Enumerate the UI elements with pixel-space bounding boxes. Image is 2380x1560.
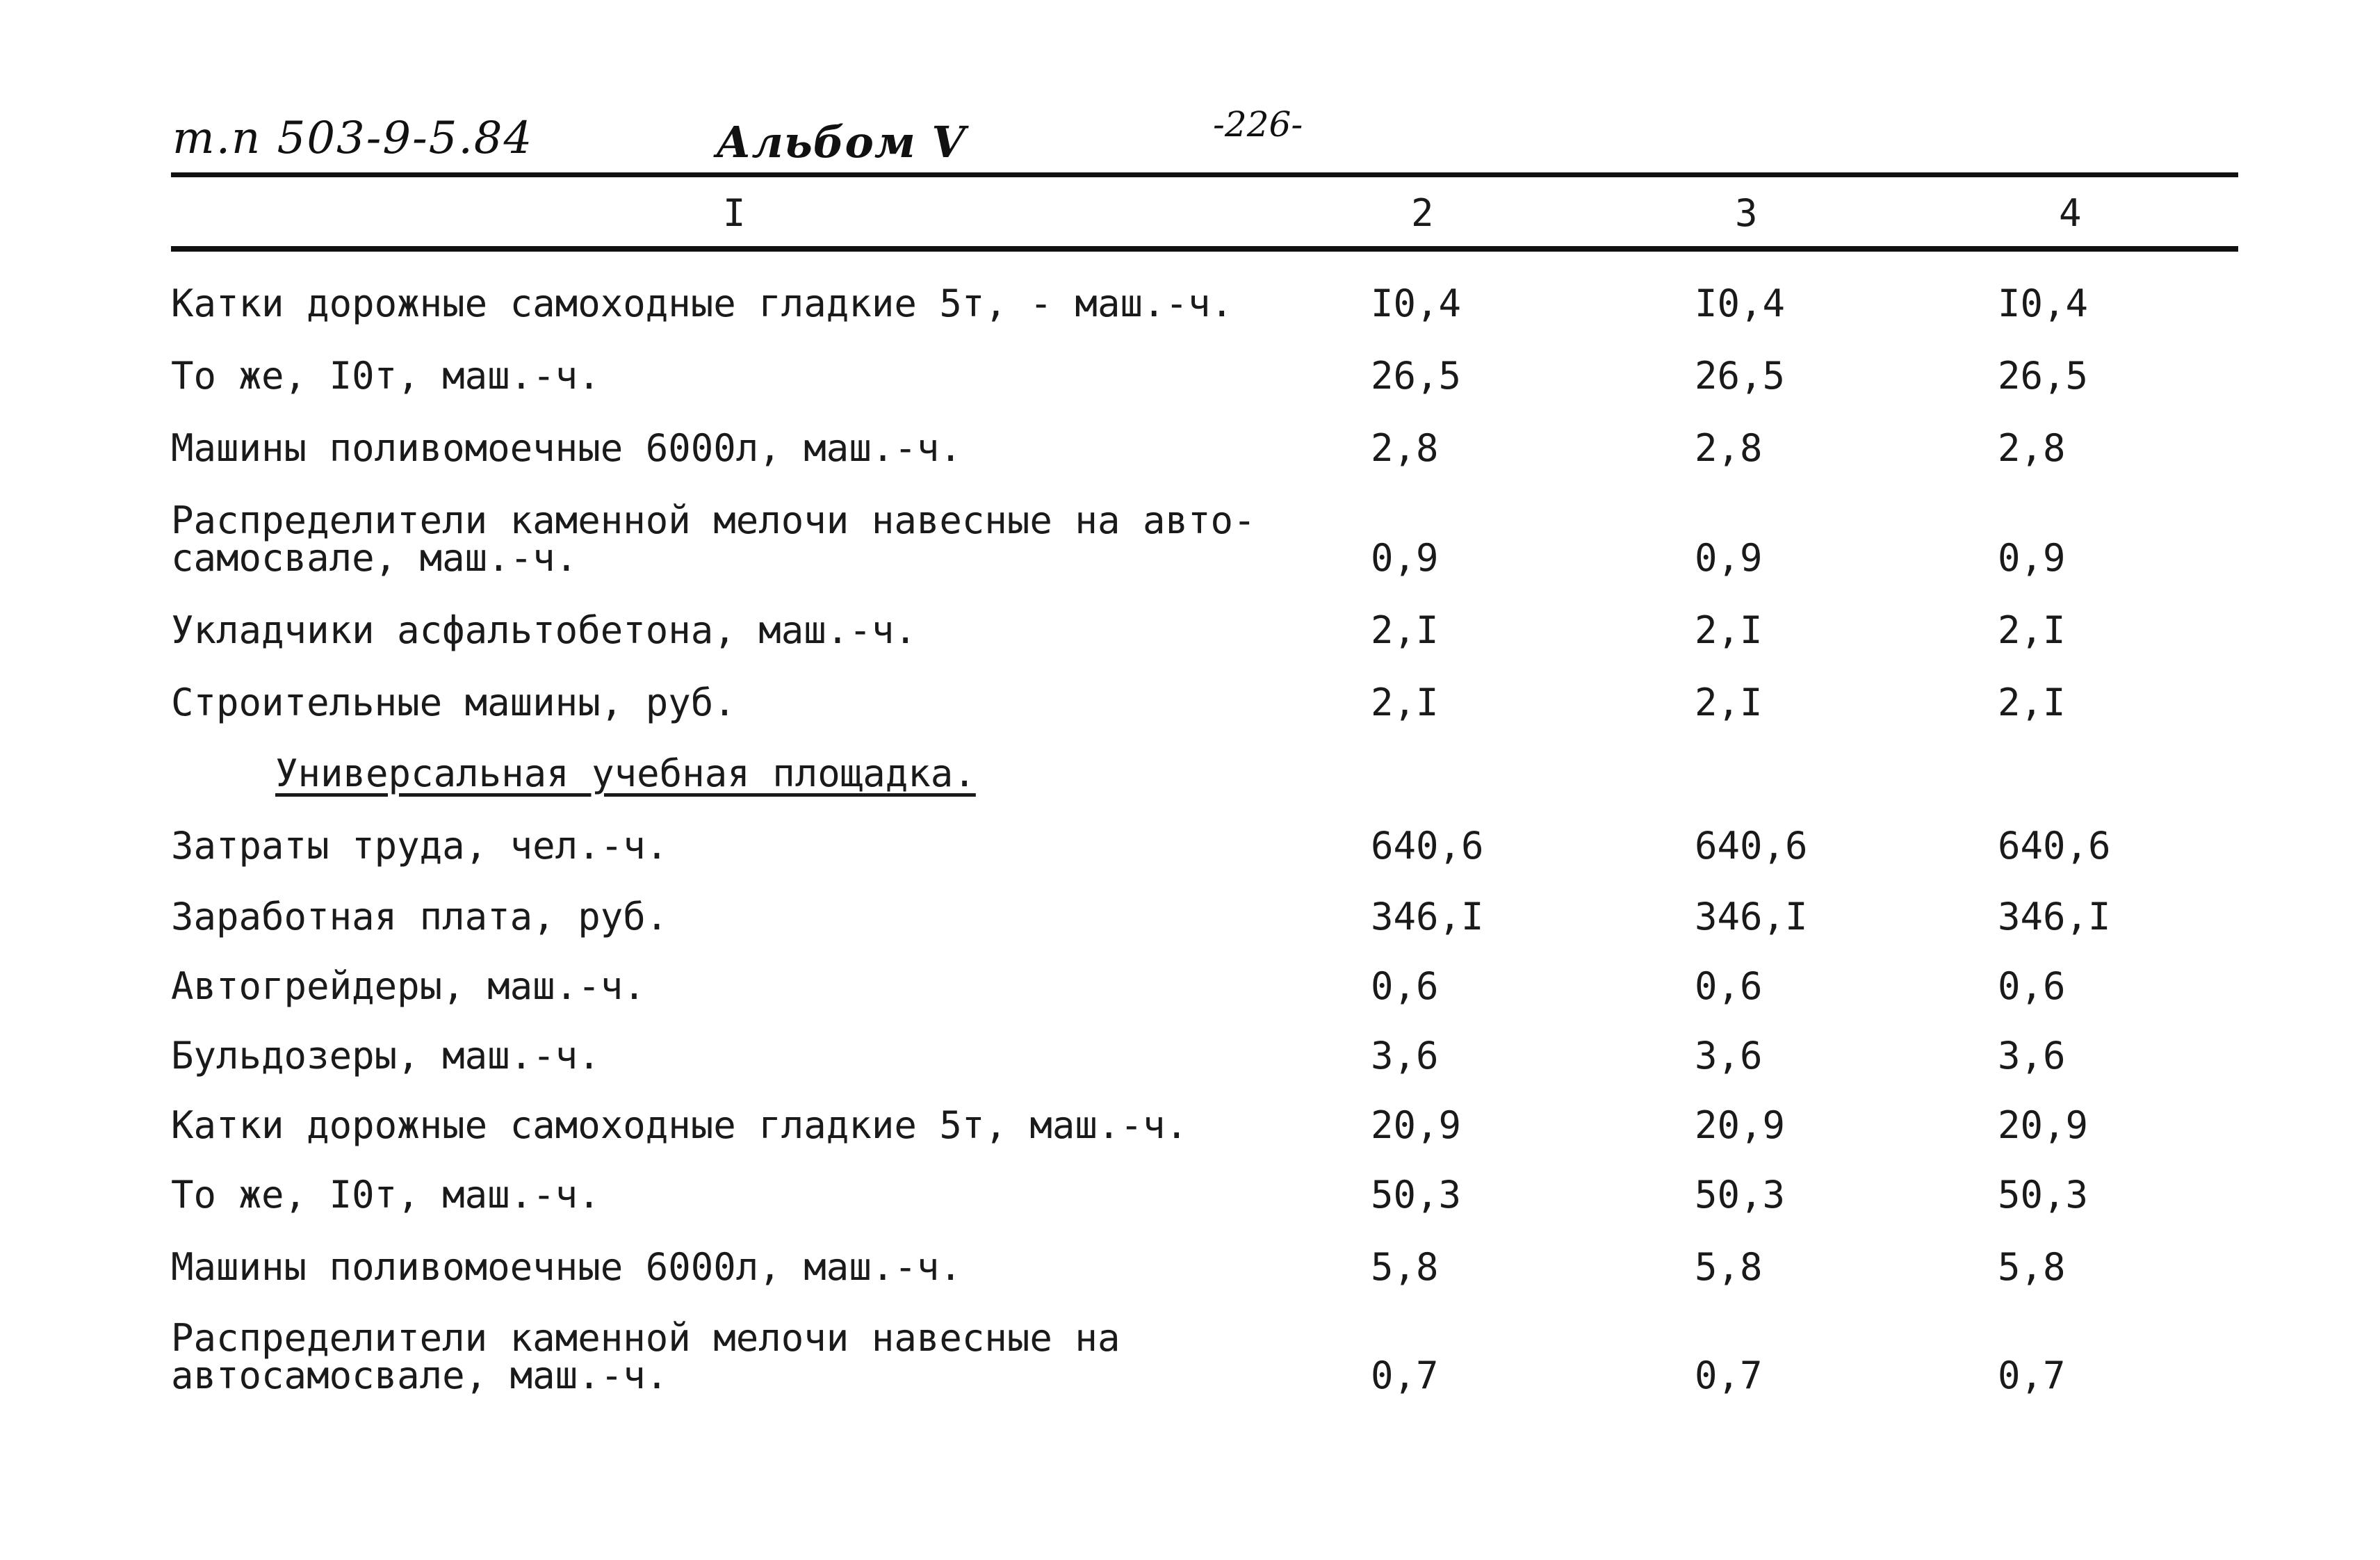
page-number: -226- xyxy=(1213,104,1303,145)
value-col-3: 640,6 xyxy=(1695,824,1808,868)
value-col-4: 50,3 xyxy=(1998,1173,2089,1217)
value-col-4: 2,8 xyxy=(1998,426,2066,470)
column-header-2: 2 xyxy=(1411,191,1434,235)
row-label: Машины поливомоечные 6000л, маш.-ч. xyxy=(171,426,962,470)
value-col-2: 2,I xyxy=(1371,681,1439,724)
row-label: Заработная плата, руб. xyxy=(171,895,669,939)
value-col-2: 2,I xyxy=(1371,608,1439,652)
value-col-4: 26,5 xyxy=(1998,354,2089,398)
value-col-4: 346,I xyxy=(1998,895,2111,939)
value-col-2: 0,6 xyxy=(1371,964,1439,1008)
value-col-2: 346,I xyxy=(1371,895,1484,939)
value-col-2: 50,3 xyxy=(1371,1173,1462,1217)
row-label: Автогрейдеры, маш.-ч. xyxy=(171,964,646,1008)
value-col-3: 20,9 xyxy=(1695,1103,1786,1147)
value-col-3: 2,8 xyxy=(1695,426,1763,470)
value-col-3: 3,6 xyxy=(1695,1034,1763,1078)
value-col-2: 5,8 xyxy=(1371,1245,1439,1289)
album-label: Альбом V xyxy=(716,117,966,168)
column-header-4: 4 xyxy=(2059,191,2082,235)
row-label: То же, I0т, маш.-ч. xyxy=(171,1173,601,1217)
value-col-2: I0,4 xyxy=(1371,282,1462,325)
value-col-4: 2,I xyxy=(1998,681,2066,724)
row-label: То же, I0т, маш.-ч. xyxy=(171,354,601,398)
value-col-3: 0,6 xyxy=(1695,964,1763,1008)
row-label: Катки дорожные самоходные гладкие 5т, - маш.-ч. xyxy=(171,282,1234,325)
value-col-4: I0,4 xyxy=(1998,282,2089,325)
row-label: Укладчики асфальтобетона, маш.-ч. xyxy=(171,608,917,652)
row-label: Бульдозеры, маш.-ч. xyxy=(171,1034,601,1078)
document-code: т.п 503-9-5.84 xyxy=(172,113,534,164)
value-col-3: 5,8 xyxy=(1695,1245,1763,1289)
value-col-4: 0,9 xyxy=(1998,536,2066,580)
value-col-4: 20,9 xyxy=(1998,1103,2089,1147)
value-col-3: I0,4 xyxy=(1695,282,1786,325)
value-col-2: 3,6 xyxy=(1371,1034,1439,1078)
row-label: Машины поливомоечные 6000л, маш.-ч. xyxy=(171,1245,962,1289)
row-label: Строительные машины, руб. xyxy=(171,681,736,724)
value-col-2: 0,7 xyxy=(1371,1354,1439,1397)
value-col-2: 0,9 xyxy=(1371,536,1439,580)
value-col-2: 26,5 xyxy=(1371,354,1462,398)
column-header-1: I xyxy=(723,191,746,235)
column-header-3: 3 xyxy=(1735,191,1758,235)
value-col-3: 26,5 xyxy=(1695,354,1786,398)
value-col-2: 20,9 xyxy=(1371,1103,1462,1147)
row-label: Затраты труда, чел.-ч. xyxy=(171,824,669,868)
section-heading: Универсальная учебная площадка. xyxy=(275,751,976,795)
value-col-3: 0,9 xyxy=(1695,536,1763,580)
value-col-3: 346,I xyxy=(1695,895,1808,939)
value-col-2: 2,8 xyxy=(1371,426,1439,470)
value-col-3: 2,I xyxy=(1695,608,1763,652)
value-col-3: 2,I xyxy=(1695,681,1763,724)
value-col-4: 2,I xyxy=(1998,608,2066,652)
value-col-3: 0,7 xyxy=(1695,1354,1763,1397)
row-label: Катки дорожные самоходные гладкие 5т, маш.-ч. xyxy=(171,1103,1188,1147)
value-col-4: 0,7 xyxy=(1998,1354,2066,1397)
value-col-4: 5,8 xyxy=(1998,1245,2066,1289)
value-col-3: 50,3 xyxy=(1695,1173,1786,1217)
row-label: Распределители каменной мелочи навесные на автосамосвале, маш.-ч. xyxy=(171,1316,1120,1397)
row-label: Распределители каменной мелочи навесные на авто- самосвале, маш.-ч. xyxy=(171,498,1256,580)
value-col-2: 640,6 xyxy=(1371,824,1484,868)
value-col-4: 3,6 xyxy=(1998,1034,2066,1078)
value-col-4: 0,6 xyxy=(1998,964,2066,1008)
value-col-4: 640,6 xyxy=(1998,824,2111,868)
